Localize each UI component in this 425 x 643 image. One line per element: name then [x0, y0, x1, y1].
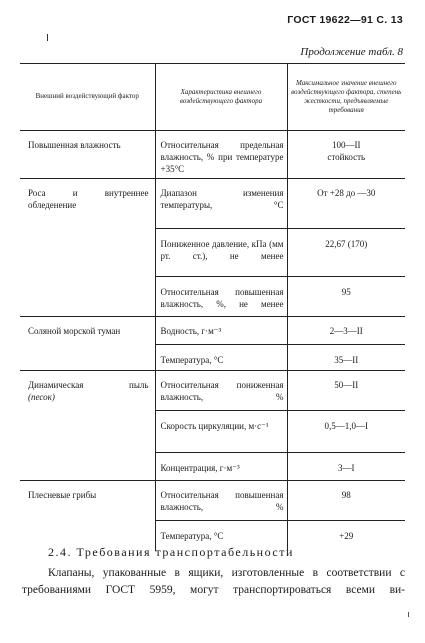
margin-tick	[408, 612, 409, 617]
characteristic-cell: Пониженное давление, кПа (мм рт. ст.), не менее	[155, 229, 287, 277]
factor-name: Динамическая пыль	[28, 380, 149, 390]
factor-cell	[20, 345, 155, 371]
characteristic-cell: Водность, г·м⁻³	[155, 317, 287, 345]
characteristic-cell: Относительная повышенная влажность, %, не менее	[155, 277, 287, 317]
requirements-table	[20, 63, 405, 551]
characteristic-cell: Относительная предельная влажность, % при температуре +35°С	[155, 131, 287, 179]
factor-cell: Роса и внутреннее обледенение	[20, 179, 155, 229]
value-cell: От +28 до —30	[287, 179, 405, 229]
characteristic-cell: Температура, °С	[155, 345, 287, 371]
section-heading: 2.4. Требования транспортабельности	[48, 545, 294, 559]
characteristic-cell: Температура, °С	[155, 521, 287, 551]
value-cell: 95	[287, 277, 405, 317]
value-cell: 2—3—II	[287, 317, 405, 345]
factor-cell: Соляной морской туман	[20, 317, 155, 345]
factor-cell	[20, 371, 155, 411]
table-row	[20, 179, 405, 229]
column-header-factor: Внешний воздействующий фактор	[20, 64, 155, 131]
value-cell: 50—II	[287, 371, 405, 411]
characteristic-cell: Скорость циркуляции, м·с⁻¹	[155, 411, 287, 453]
page-header: ГОСТ 19622—91 С. 13	[287, 14, 403, 26]
table-row	[20, 229, 405, 277]
table-row	[20, 131, 405, 179]
value-cell: +29	[287, 521, 405, 551]
characteristic-cell: Относительная пониженная влажность, %	[155, 371, 287, 411]
table-8	[20, 63, 405, 551]
table-row	[20, 453, 405, 481]
table-row	[20, 481, 405, 521]
table-header-row	[20, 64, 405, 131]
factor-note: (песок)	[28, 392, 55, 403]
factor-cell	[20, 411, 155, 453]
margin-mark	[47, 34, 48, 41]
factor-cell: Плесневые грибы	[20, 481, 155, 521]
value-cell: 3—I	[287, 453, 405, 481]
value-text: 100—II стойкость	[327, 140, 366, 163]
column-header-value: Максимальное значение внешнего воздействующего фактора, степень жесткости, предъявляемые требования	[287, 64, 405, 131]
table-row	[20, 371, 405, 411]
table-row	[20, 411, 405, 453]
value-cell	[287, 131, 405, 179]
characteristic-cell: Диапазон изменения температуры, °С	[155, 179, 287, 229]
value-cell: 35—II	[287, 345, 405, 371]
table-row	[20, 317, 405, 345]
factor-cell	[20, 277, 155, 317]
factor-cell: Повышенная влажность	[20, 131, 155, 179]
characteristic-cell: Концентрация, г·м⁻³	[155, 453, 287, 481]
value-cell: 0,5—1,0—I	[287, 411, 405, 453]
factor-cell	[20, 229, 155, 277]
factor-cell	[20, 453, 155, 481]
table-row	[20, 277, 405, 317]
body-paragraph: Клапаны, упакованные в ящики, изготовленные в соответствии с требованиями ГОСТ 5959, могут транспортироваться всеми ви-	[22, 567, 405, 597]
column-header-characteristic: Характеристика внешнего воздействующего фактора	[155, 64, 287, 131]
value-cell: 22,67 (170)	[287, 229, 405, 277]
table-continuation-label: Продолжение табл. 8	[300, 46, 403, 58]
table-row	[20, 345, 405, 371]
characteristic-cell: Относительная повышенная влажность, %	[155, 481, 287, 521]
value-cell: 98	[287, 481, 405, 521]
